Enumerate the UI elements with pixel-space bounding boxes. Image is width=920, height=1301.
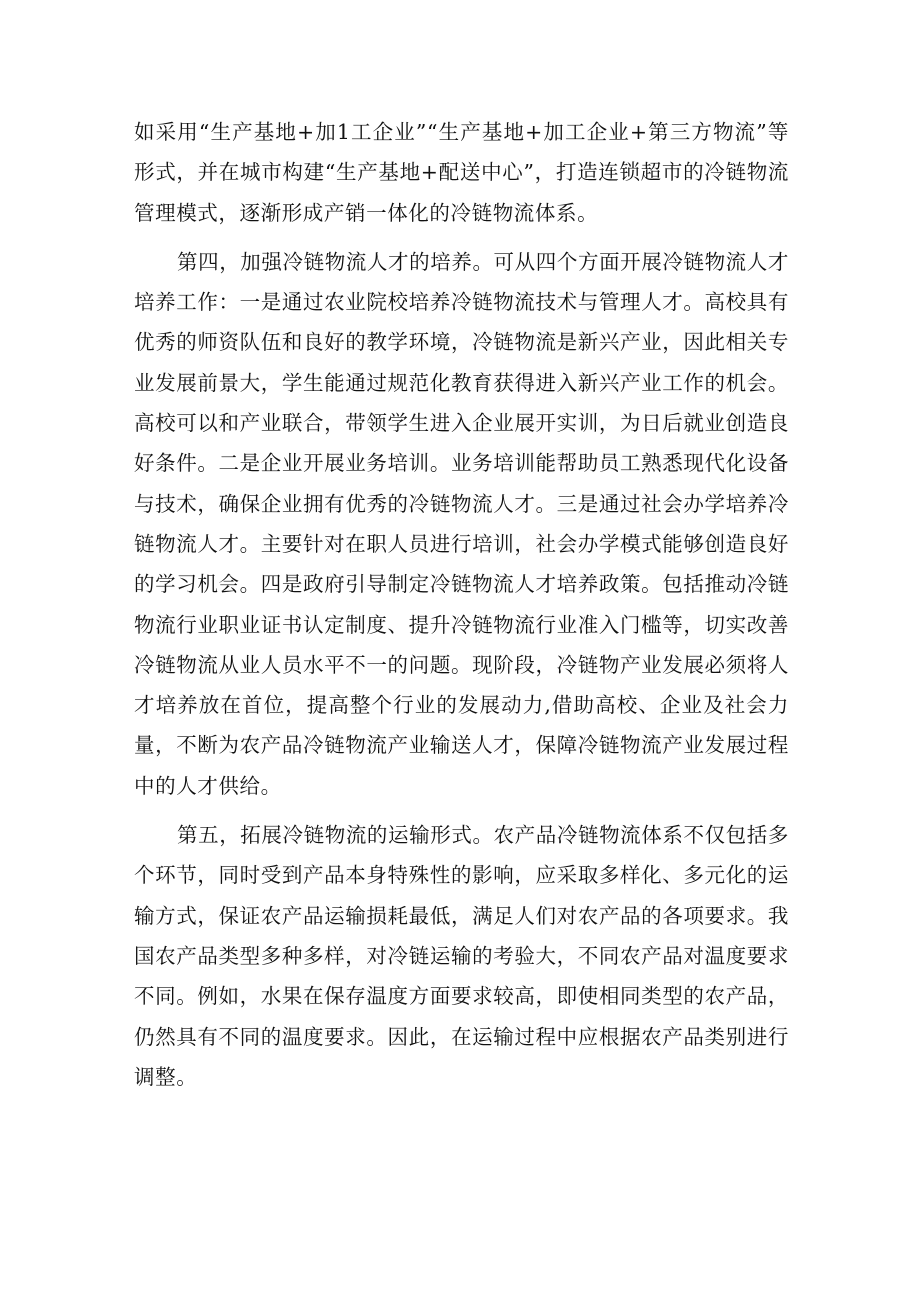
paragraph-talent-cultivation: 第四，加强冷链物流人才的培养。可从四个方面开展冷链物流人才培养工作：一是通过农业院校培养冷链物流技术与管理人才。高校具有优秀的师资队伍和良好的教学环境，冷链物流是新兴产业，因此相关专业发展前景大，学生能通过规范化教育获得进入新兴产业工作的机会。高校可以和产业联合，带领学生进入企业展开实训，为日后就业创造良好条件。二是企业开展业务培训。业务培训能帮助员工熟悉现代化设备与技术，确保企业拥有优秀的冷链物流人才。三是通过社会办学培养冷链物流人才。主要针对在职人员进行培训，社会办学模式能够创造良好的学习机会。四是政府引导制定冷链物流人才培养政策。包括推动冷链物流行业职业证书认定制度、提升冷链物流行业准入门槛等，切实改善冷链物流从业人员水平不一的问题。现阶段，冷链物产业发展必须将人才培养放在首位，提高整个行业的发展动力,借助高校、企业及社会力量，不断为农产品冷链物流产业输送人才，保障冷链物流产业发展过程中的人才供给。 bbox=[134, 249, 789, 798]
paragraph-transport-forms: 第五，拓展冷链物流的运输形式。农产品冷链物流体系不仅包括多个环节，同时受到产品本身特殊性的影响，应采取多样化、多元化的运输方式，保证农产品运输损耗最低，满足人们对农产品的各项要求。我国农产品类型多种多样，对冷链运输的考验大，不同农产品对温度要求不同。例如，水果在保存温度方面要求较高，即使相同类型的农产品，仍然具有不同的温度要求。因此，在运输过程中应根据农产品类别进行调整。 bbox=[134, 823, 789, 1089]
document-body bbox=[134, 112, 789, 1106]
paragraph-production-models: 如采用“生产基地+加1工企业”“生产基地+加工企业+第三方物流”等形式，并在城市构建“生产基地+配送中心”，打造连锁超市的冷链物流管理模式，逐渐形成产销一体化的冷链物流体系。 bbox=[134, 120, 789, 225]
